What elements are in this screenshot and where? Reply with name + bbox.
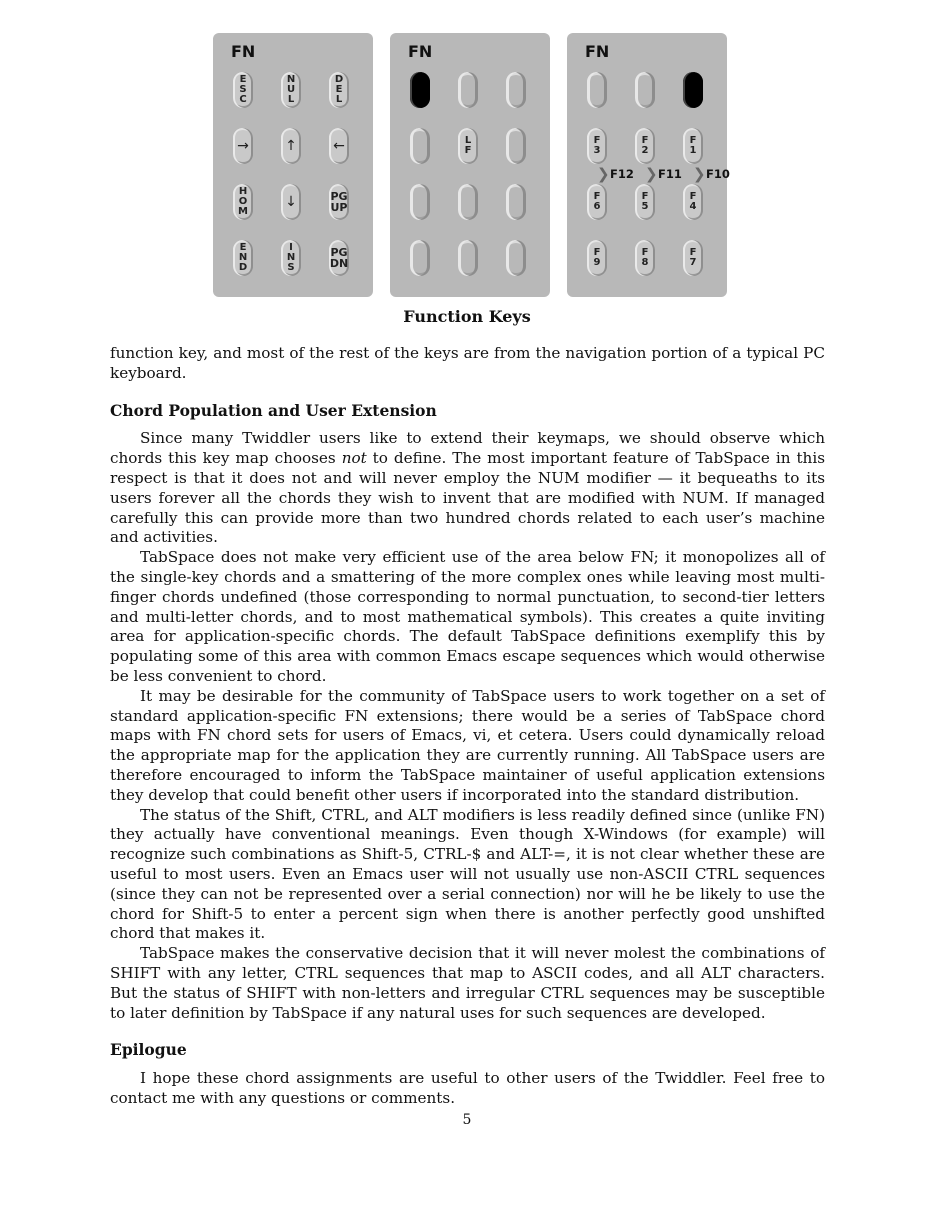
key-label: 5 xyxy=(641,201,649,212)
key-label: 6 xyxy=(593,201,601,212)
key-label: L xyxy=(335,94,343,105)
fn-panel-function-keys xyxy=(567,33,730,297)
key-label: L xyxy=(287,94,295,105)
chord-key xyxy=(329,72,349,108)
chord-key-empty xyxy=(458,72,478,108)
key-label: 1 xyxy=(689,145,697,156)
arrow-icon: ↓ xyxy=(285,194,297,210)
fn-panel-linefeed xyxy=(390,33,550,297)
key-label: E xyxy=(239,242,247,253)
f10-label: F10 xyxy=(706,167,730,181)
chord-key xyxy=(683,184,703,220)
section-heading: Chord Population and User Extension xyxy=(110,400,437,420)
chord-key-empty xyxy=(506,72,526,108)
key-label: S xyxy=(239,84,247,95)
chord-key-arrow xyxy=(281,184,301,220)
chord-key-arrow xyxy=(329,128,349,164)
key-label: F xyxy=(593,247,601,258)
key-label: S xyxy=(287,262,295,273)
chord-key-empty xyxy=(635,72,655,108)
paragraph: TabSpace does not make very efficient use of the area below FN; it monopolizes all of the single-key chords and a smattering of the more complex ones while leaving most multi-finger chords undefined (those corresponding to normal punctuation, to second-tier letters and multi-letter chords, and to most mathematical symbols). This creates a quite inviting area for application-specific chords. The default TabSpace definitions exemplify this by populating some of this area with common Emacs escape sequences which would otherwise be less convenient to chord. xyxy=(110,548,825,685)
chord-key-pressed xyxy=(410,72,430,108)
key-label: F xyxy=(593,135,601,146)
chord-key-empty xyxy=(458,240,478,276)
key-label: 2 xyxy=(641,145,649,156)
chord-key xyxy=(329,240,349,276)
key-label: U xyxy=(286,84,296,95)
paragraph: The status of the Shift, CTRL, and ALT modifiers is less readily defined since (unlike FN) they actually have conventional meanings. Even though X-Windows (for example) will recognize such combinations as Shift-5, CTRL-$ and ALT-=, it is not clear whether these are useful to most users. Even an Emacs user will not usually use non-ASCII CTRL sequences (since they can not be represented over a serial connection) nor will he be likely to use the chord for Shift-5 to enter a percent sign when there is another perfectly good unshifted chord that makes it. xyxy=(110,805,825,943)
chord-key-arrow xyxy=(281,128,301,164)
arrow-icon: ↑ xyxy=(285,138,297,154)
key-label: H xyxy=(238,186,248,197)
chevron-icon: ❯ xyxy=(693,165,706,183)
chord-key xyxy=(281,240,301,276)
paragraph: I hope these chord assignments are useful to other users of the Twiddler. Feel free to contact me with any questions or comments. xyxy=(110,1069,825,1107)
chord-key xyxy=(233,184,253,220)
chord-key-arrow xyxy=(233,128,253,164)
key-label: E xyxy=(335,84,343,95)
chord-key xyxy=(458,128,478,164)
intro-paragraph: function key, and most of the rest of the keys are from the navigation portion of a typical PC keyboard. xyxy=(110,344,825,382)
key-label: 9 xyxy=(593,257,601,268)
key-label: I xyxy=(289,242,293,253)
panel-label: FN xyxy=(231,42,256,61)
chevron-icon: ❯ xyxy=(645,165,658,183)
f11-label: F11 xyxy=(658,167,682,181)
key-label: 7 xyxy=(689,257,697,268)
key-label: F xyxy=(464,145,472,156)
key-label: L xyxy=(464,135,472,146)
arrow-icon: → xyxy=(237,138,249,154)
key-label: F xyxy=(689,247,697,258)
panel-label: FN xyxy=(585,42,610,61)
key-label: F xyxy=(689,135,697,146)
key-label: D xyxy=(238,262,248,273)
key-label: UP xyxy=(330,201,348,214)
key-label: PG xyxy=(330,190,348,203)
function-keys-figure xyxy=(0,0,934,340)
chord-key xyxy=(587,240,607,276)
chord-key xyxy=(635,128,655,164)
chord-key-empty xyxy=(506,184,526,220)
key-label: DN xyxy=(329,257,349,270)
key-label: F xyxy=(641,135,649,146)
chord-key xyxy=(587,184,607,220)
page-number: 5 xyxy=(462,1112,472,1128)
key-label: C xyxy=(239,94,247,105)
chord-key-empty xyxy=(506,240,526,276)
chord-key-pressed xyxy=(683,72,703,108)
chord-key xyxy=(683,128,703,164)
chord-key xyxy=(635,184,655,220)
chord-key xyxy=(233,240,253,276)
paragraph: TabSpace makes the conservative decision that it will never molest the combinations of SHIFT with any letter, CTRL sequences that map to ASCII codes, and all ALT characters. But the status of SHIFT with non-letters and irregular CTRL sequences may be susceptible to later definition by TabSpace if any natural uses for such sequences are developed. xyxy=(110,944,825,1022)
key-label: F xyxy=(689,191,697,202)
paragraph: It may be desirable for the community of TabSpace users to work together on a set of standard application-specific FN extensions; there would be a series of TabSpace chord maps with FN chord sets for users of Emacs, vi, et cetera. Users could dynamically reload the appropriate map for the application they are currently running. All TabSpace users are therefore encouraged to inform the TabSpace maintainer of useful application extensions they develop that could benefit other users if incorporated into the standard distribution. xyxy=(110,686,825,804)
arrow-icon: ← xyxy=(333,138,345,154)
key-label: N xyxy=(238,252,248,263)
figure-caption: Function Keys xyxy=(403,307,531,326)
key-label: F xyxy=(641,247,649,258)
chord-key xyxy=(233,72,253,108)
key-label: F xyxy=(641,191,649,202)
fn-panel-navigation xyxy=(213,33,373,297)
paragraph: Since many Twiddler users like to extend their keymaps, we should observe which chords this key map chooses not to define. The most important feature of TabSpace in this respect is that it does not and will never employ the NUM modifier — it bequeaths to its users forever all the chords they wish to invent that are modified with NUM. If managed carefully this can provide more than two hundred chords related to each user’s machine and activities. xyxy=(110,429,825,547)
chord-key xyxy=(281,72,301,108)
key-label: 8 xyxy=(641,257,649,268)
section-heading: Epilogue xyxy=(110,1040,187,1060)
chord-key-empty xyxy=(458,184,478,220)
chevron-icon: ❯ xyxy=(597,165,610,183)
key-label: PG xyxy=(330,246,348,259)
f12-label: F12 xyxy=(610,167,634,181)
chord-key-empty xyxy=(587,72,607,108)
chord-key xyxy=(683,240,703,276)
key-label: 4 xyxy=(689,201,697,212)
key-label: D xyxy=(334,74,344,85)
chord-key xyxy=(587,128,607,164)
panel-label: FN xyxy=(408,42,433,61)
chord-key-empty xyxy=(410,128,430,164)
key-label: E xyxy=(239,74,247,85)
chord-key-empty xyxy=(410,184,430,220)
key-label: N xyxy=(286,74,296,85)
key-label: F xyxy=(593,191,601,202)
key-label: N xyxy=(286,252,296,263)
key-label: 3 xyxy=(593,145,601,156)
key-label: M xyxy=(238,206,248,217)
chord-key-empty xyxy=(410,240,430,276)
chord-key xyxy=(635,240,655,276)
chord-key-empty xyxy=(506,128,526,164)
chord-key xyxy=(329,184,349,220)
document-body xyxy=(110,344,825,1109)
key-label: O xyxy=(238,196,248,207)
